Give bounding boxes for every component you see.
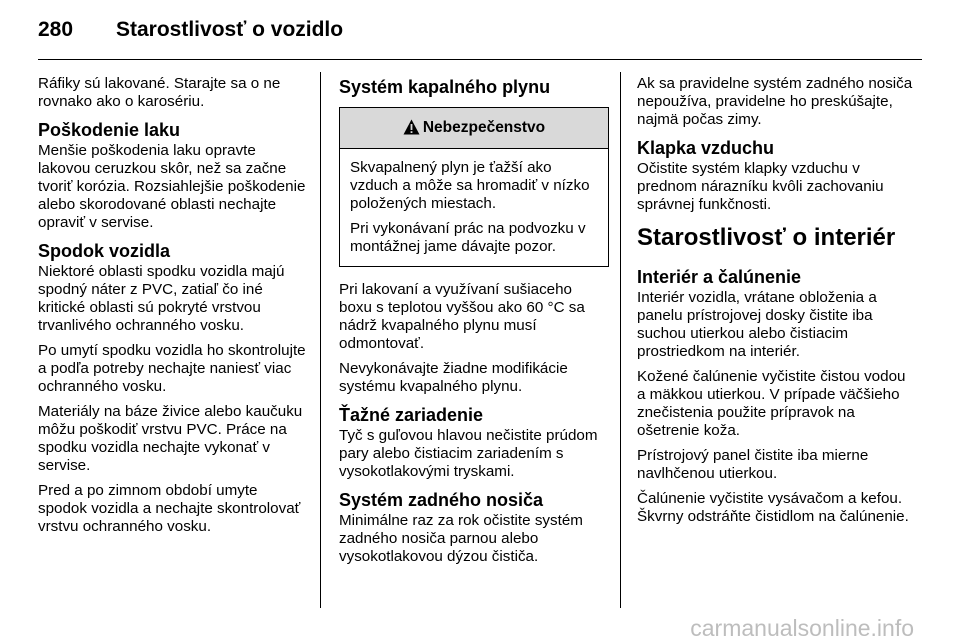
heading-underbody: Spodok vozidla [38, 241, 171, 261]
column-divider-1 [320, 72, 321, 608]
interior-paragraph-4: Čalúnenie vyčistite vysávačom a kefou. Škvrny odstráňte čistidlom na čalúnenie. [637, 490, 909, 525]
watermark: carmanualsonline.info [690, 615, 914, 641]
heading-air-flap: Klapka vzduchu [637, 138, 775, 158]
underbody-paragraph-1: Niektoré oblasti spodku vozidla majú spodný náter z PVC, zatiaľ čo iné kritické oblasti sú pokryté vrstvou trvanlivého ochranného vosku. [38, 263, 285, 334]
heading-paint-damage: Poškodenie laku [38, 120, 181, 140]
warning-paragraph-1: Skvapalnený plyn je ťažší ako vzduch a môže sa hromadiť v nízko položených miestach. [350, 159, 590, 212]
interior-paragraph-3: Prístrojový panel čistite iba mierne navlhčenou utierkou. [637, 447, 869, 482]
page-number: 280 [38, 18, 74, 41]
air-flap-paragraph: Očistite systém klapky vzduchu v prednom nárazníku kvôli zachovaniu správnej funkčnosti. [637, 160, 884, 213]
column-divider-2 [620, 72, 621, 608]
page-header [38, 18, 343, 42]
warning-triangle-icon [403, 119, 420, 135]
column-1 [38, 75, 308, 543]
warning-paragraph-2: Pri vykonávaní prác na podvozku v montážnej jame dávajte pozor. [350, 220, 586, 255]
underbody-paragraph-4: Pred a po zimnom období umyte spodok vozidla a nechajte skontrolovať vrstvu ochranného vosku. [38, 482, 301, 535]
header-rule [38, 59, 922, 60]
page-title: Starostlivosť o vozidlo [116, 18, 344, 41]
heading-interior-care: Starostlivosť o interiér [637, 224, 896, 251]
rear-carrier-paragraph: Minimálne raz za rok očistite systém zadného nosiča parnou alebo vysokotlakovou dýzou čističa. [339, 512, 583, 565]
warning-box [339, 107, 609, 267]
intro-paragraph: Ráfiky sú lakované. Starajte sa o ne rovnako ako o karosériu. [38, 75, 281, 110]
underbody-paragraph-2: Po umytí spodku vozidla ho skontrolujte a podľa potreby nechajte naniesť viac ochranného vosku. [38, 342, 306, 395]
tow-hitch-paragraph: Tyč s guľovou hlavou nečistite prúdom pary alebo čistiacim zariadením s vysokotlakovými tryskami. [339, 427, 598, 480]
heading-rear-carrier: Systém zadného nosiča [339, 490, 544, 510]
heading-lpg-system: Systém kapalného plynu [339, 77, 551, 97]
lpg-paragraph-1: Pri lakovaní a využívaní sušiaceho boxu s teplotou vyššou ako 60 °C sa nádrž kvapalného plynu musí odmontovať. [339, 281, 585, 352]
column-3 [637, 75, 913, 533]
warning-body [340, 149, 608, 266]
paint-damage-paragraph: Menšie poškodenia laku opravte lakovou ceruzkou skôr, než sa začne tvoriť korózia. Rozsiahlejšie poškodenie alebo skorodované oblasti nechajte opraviť v servise. [38, 142, 306, 231]
rear-carrier-paragraph-2: Ak sa pravidelne systém zadného nosiča nepoužíva, pravidelne ho preskúšajte, najmä počas zimy. [637, 75, 913, 128]
interior-paragraph-2: Kožené čalúnenie vyčistite čistou vodou a mäkkou utierkou. V prípade väčšieho znečistenia použite prípravok na ošetrenie koža. [637, 368, 906, 439]
underbody-paragraph-3: Materiály na báze živice alebo kaučuku môžu poškodiť vrstvu PVC. Práce na spodku vozidla nechajte vykonať v servise. [38, 403, 303, 474]
interior-paragraph-1: Interiér vozidla, vrátane obloženia a panelu prístrojovej dosky čistite iba suchou utierkou alebo čistiacim prostriedkom na interiér. [637, 289, 877, 360]
warning-title: Nebezpečenstvo [422, 119, 546, 136]
heading-interior-upholstery: Interiér a čalúnenie [637, 267, 802, 287]
column-2 [339, 75, 609, 573]
warning-header [340, 108, 608, 149]
lpg-paragraph-2: Nevykonávajte žiadne modifikácie systému kvapalného plynu. [339, 360, 568, 395]
heading-tow-hitch: Ťažné zariadenie [339, 405, 484, 425]
